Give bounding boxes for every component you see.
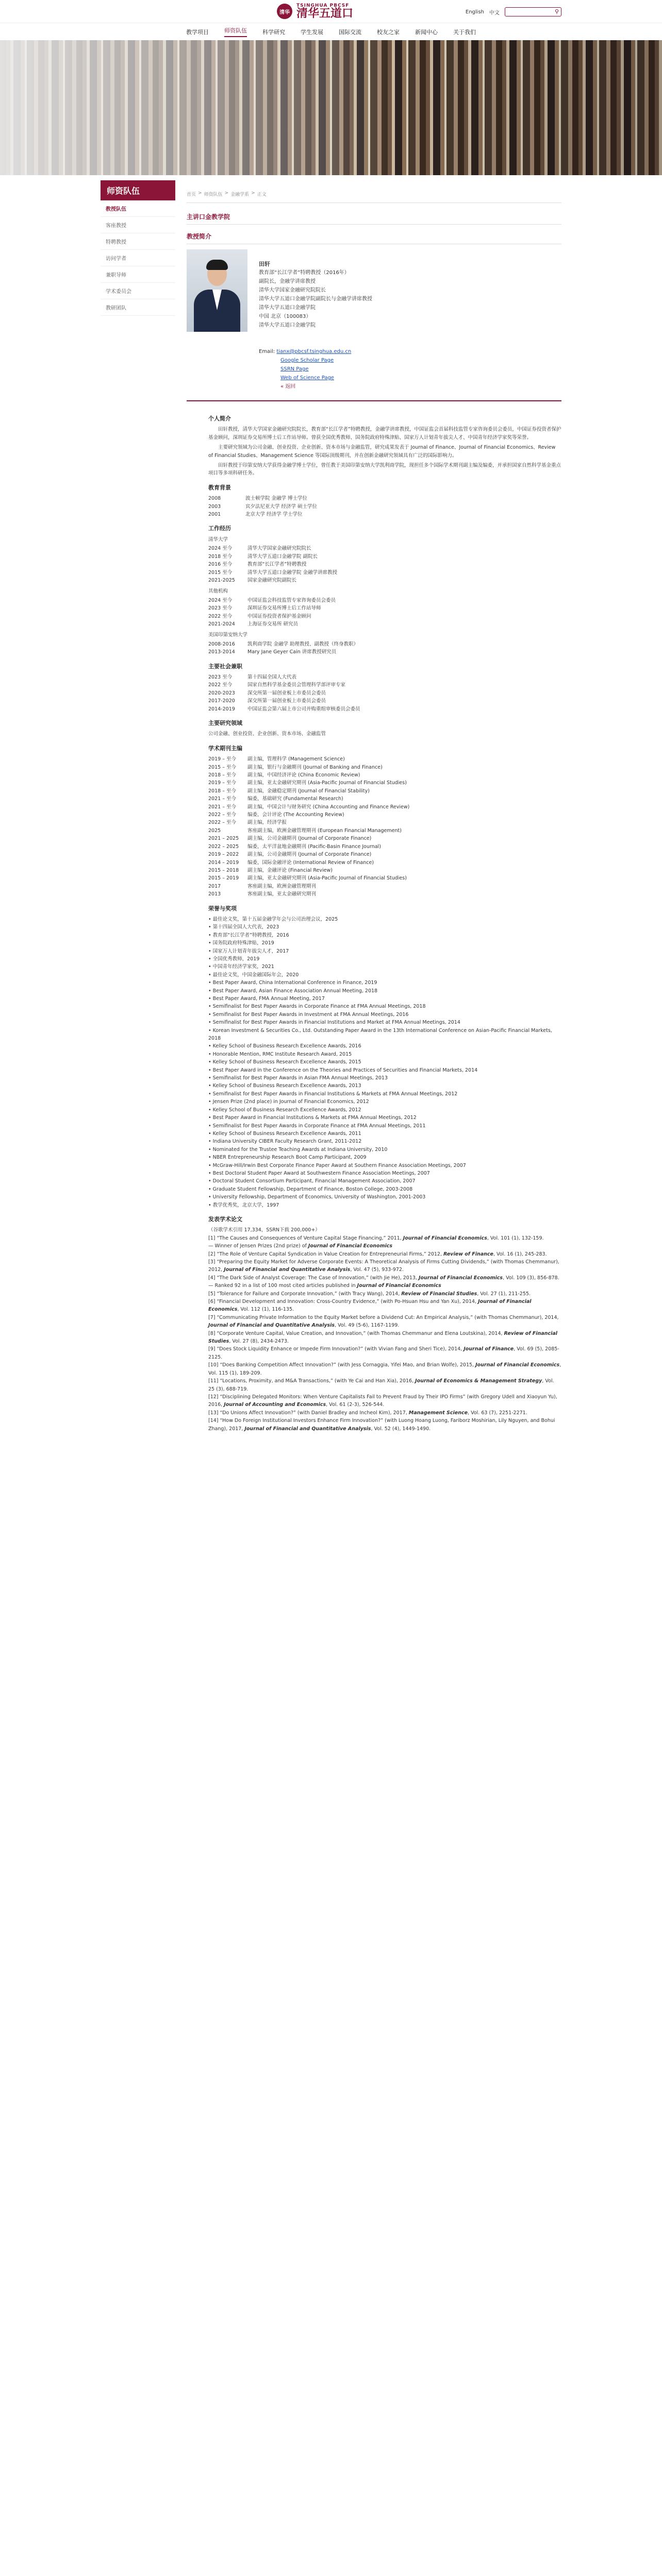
sidebar-title: 师资队伍 <box>101 180 175 200</box>
list-item: • Indiana University CIBER Faculty Research Grant, 2011-2012 <box>208 1138 561 1145</box>
row-date: 2013-2014 <box>208 649 235 655</box>
publication-item: [12] “Disciplining Delegated Monitors: When Venture Capitalists Fail to Prevent Fraud by Their IPO Firms” (with Gregory Udell and Xiaoyun Yu), 2016, Journal of Accounting and Economics, Vol. 61 (2-3), 526-544. <box>208 1394 557 1408</box>
profile-line: 清华大学五道口金融学院 <box>259 305 316 311</box>
table-row <box>208 851 561 858</box>
table-row <box>208 890 561 898</box>
list-item: • 中国青年经济学家奖，2021 <box>208 963 561 971</box>
profile-detail <box>187 400 561 1433</box>
editor-list <box>208 755 561 898</box>
list-item: • Semifinalist for Best Paper Awards in Financial Institutions & Markets at FMA Annual Meetings, 2012 <box>208 1090 561 1098</box>
publication-item: [2] “The Role of Venture Capital Syndication in Value Creation for Entrepreneurial Firms,” 2012, Review of Finance, Vol. 16 (1), 245-283. <box>208 1251 547 1257</box>
publication-item: [9] “Does Stock Liquidity Enhance or Impede Firm Innovation?” (with Vivian Fang and Sheri Tice), 2014, Journal of Finance, Vol. 69 (5), 2085-2125. <box>208 1346 559 1360</box>
list-item: • Semifinalist for Best Paper Awards in Asian FMA Annual Meetings, 2013 <box>208 1074 561 1082</box>
table-row <box>208 859 561 867</box>
sidebar-item[interactable]: 访问学者 <box>101 250 175 266</box>
table-row <box>208 764 561 771</box>
main-content <box>187 185 561 1433</box>
row-text: 深交所第一届创业板上市委员会委员 <box>247 690 326 696</box>
list-item: • Doctoral Student Consortium Participant, Financial Management Association, 2007 <box>208 1177 561 1185</box>
list-item: • Graduate Student Fellowship, Department of Finance, Boston College, 2003-2008 <box>208 1185 561 1193</box>
row-date: 2001 <box>208 512 221 518</box>
row-date: 2022 – 至今 <box>208 820 236 826</box>
row-date: 2015 – 2018 <box>208 867 239 873</box>
row-date: 2025 <box>208 827 221 834</box>
table-row <box>208 495 561 502</box>
row-date: 2024 至今 <box>208 597 233 603</box>
table-row <box>208 795 561 803</box>
publication-item: [1] “The Causes and Consequences of Venture Capital Stage Financing,” 2011, Journal of Financial Economics, Vol. 101 (1), 132-159. <box>208 1235 544 1241</box>
row-text: 副主编，经济学报 <box>247 820 287 826</box>
row-date: 2021-2024 <box>208 621 235 627</box>
pub-heading: 发表学术论文 <box>208 1215 242 1223</box>
publication-item: — Winner of Jensen Prizes (2nd prize) of Journal of Financial Economics <box>208 1243 393 1249</box>
table-row <box>208 835 561 842</box>
row-text: 国家自然科学基金委员会管理科学部评审专家 <box>247 682 346 688</box>
crumb-sep: > <box>224 191 229 196</box>
intro-heading: 个人简介 <box>208 415 231 422</box>
sidebar-item[interactable]: 教授队伍 <box>101 200 175 217</box>
row-text: 客座副主编，亚太金融研究期刊 <box>247 891 317 897</box>
lang-chinese[interactable]: 中文 <box>489 10 500 16</box>
top-bar <box>0 0 662 23</box>
profile-card <box>187 249 561 391</box>
sidebar-item[interactable]: 教研团队 <box>101 299 175 316</box>
row-date: 2018 至今 <box>208 553 233 560</box>
table-row <box>208 755 561 763</box>
list-item: • Semifinalist for Best Paper Awards in Investment at FMA Annual Meetings, 2016 <box>208 1011 561 1019</box>
publication-item: [6] “Financial Development and Innovation: Cross-Country Evidence,” (with Po-Hsuan Hsu and Yan Xu), 2014, Journal of Financial Economics, Vol. 112 (1), 116-135. <box>208 1299 532 1313</box>
table-row <box>208 827 561 835</box>
edu-heading: 教育背景 <box>208 484 231 491</box>
crumb-item[interactable]: 师资队伍 <box>204 192 223 197</box>
list-item: • NBER Entrepreneurship Research Boot Camp Participant, 2009 <box>208 1154 561 1161</box>
table-row <box>208 819 561 826</box>
list-item: • Korean Investment & Securities Co., Ltd. Outstanding Paper Award in the 13th International Conference on Asian-Pacific Financial Markets, 2018 <box>208 1027 561 1043</box>
list-item: • Nominated for the Trustee Teaching Awards at Indiana University, 2010 <box>208 1146 561 1154</box>
row-text: 国家金融研究院副院长 <box>247 577 297 583</box>
work-list <box>208 640 561 656</box>
row-text: 副主编，管理科学 (Management Science) <box>247 756 345 762</box>
list-item: • Jensen Prize (2nd place) in Journal of Financial Economics, 2012 <box>208 1098 561 1106</box>
edu-list <box>208 495 561 518</box>
list-item: • 教学优秀奖，北京大学，1997 <box>208 1201 561 1209</box>
row-date: 2019 – 至今 <box>208 756 236 762</box>
nav-item[interactable]: 校友之家 <box>377 28 400 36</box>
intro-paragraph: 田轩教授于印第安纳大学获得金融学博士学位，曾任教于美国印第安纳大学凯利商学院，现担任多个国际学术期刊副主编及编委，并承担国家自然科学基金重点项目等多项科研任务。 <box>208 463 561 477</box>
row-text: 编委，会计评论 (The Accounting Review) <box>247 812 344 818</box>
publication-item: — Ranked 92 in a list of 100 most cited articles published in Journal of Financial Economics <box>208 1283 441 1289</box>
editor-heading: 学术期刊主编 <box>208 744 242 752</box>
sidebar-item[interactable]: 兼职导师 <box>101 266 175 283</box>
row-text: 中国证监会科技监管专家咨询委员会委员 <box>247 597 336 603</box>
list-item: • McGraw-Hill/Irwin Best Corporate Finance Paper Award at Southern Finance Association Meetings, 2007 <box>208 1162 561 1170</box>
table-row <box>208 545 561 552</box>
profile-line: 清华大学国家金融研究院院长 <box>259 287 326 293</box>
row-date: 2021-2025 <box>208 577 235 583</box>
row-text: 第十四届全国人大代表 <box>247 674 297 680</box>
nav-item-faculty[interactable]: 师资队伍 <box>224 26 247 37</box>
row-text: 清华大学五道口金融学院 金融学讲席教授 <box>247 569 338 575</box>
work-sub: 清华大学 <box>208 536 228 543</box>
publication-item: [11] “Locations, Proximity, and M&A Transactions,” (with Ye Cai and Han Xia), 2016, Journal of Economics & Management Strategy, Vol. 25 (3), 688-719. <box>208 1378 554 1392</box>
row-text: 副主编，金融评论 (Financial Review) <box>247 867 333 873</box>
row-text: 中国证监会第六届上市公司并购重组审核委员会委员 <box>247 706 360 712</box>
list-item: • Best Paper Award in the Conference on the Theories and Practices of Securities and Financial Markets, 2014 <box>208 1066 561 1074</box>
list-item: • Best Paper Award, China International Conference in Finance, 2019 <box>208 979 561 987</box>
nav-item[interactable]: 科学研究 <box>262 28 285 36</box>
profile-line: 清华大学五道口金融学院 <box>259 323 316 328</box>
nav-item[interactable]: 教学项目 <box>186 28 209 36</box>
table-row <box>208 705 561 713</box>
table-row <box>208 867 561 874</box>
intro-paragraph: 田轩教授，清华大学国家金融研究院院长，教育部“长江学者”特聘教授，金融学讲席教授，中国证监会首届科技监管专家咨询委员会委员，中国证券投资者保护基金顾问，深圳证券交易所博士后工作站导师。曾获全国优秀教师、国务院政府特殊津贴、国家万人计划青年拔尖人才、中国青年经济学家奖等荣誉。 <box>208 427 561 440</box>
row-text: 凯利商学院 金融学 助理教授、副教授（终身教职） <box>247 641 359 647</box>
row-text: 副主编，金融稳定期刊 (Journal of Financial Stability) <box>247 788 370 794</box>
row-text: 副主编，公司金融期刊 (Journal of Corporate Finance) <box>247 836 372 842</box>
profile-name: 田轩 <box>259 261 270 267</box>
table-row <box>208 511 561 518</box>
row-text: 教育部“长江学者”特聘教授 <box>247 562 307 568</box>
ssrn-link[interactable]: SSRN Page <box>280 366 309 372</box>
award-list <box>208 916 561 1209</box>
list-item: • Semifinalist for Best Paper Awards in Corporate Finance at FMA Annual Meetings, 2018 <box>208 1003 561 1010</box>
table-row <box>208 803 561 811</box>
intro-paragraph: 主要研究领域为公司金融、创业投资、企业创新、资本市场与金融监管，研究成果发表于 Journal of Finance、Journal of Financial Economics、Review of Financial Studies、Management Science 等国际顶级期刊，并在创新金融研究领域具有广泛的国际影响力。 <box>208 445 556 459</box>
field-heading: 主要研究领域 <box>208 720 242 726</box>
list-item: • 教育部“长江学者”特聘教授，2016 <box>208 931 561 939</box>
publication-item: [3] “Preparing the Equity Market for Adverse Corporate Events: A Theoretical Analysis of Firms Cutting Dividends,” (with Thomas Chemmanur), 2012, Journal of Financial and Quantitative Analysis, Vol. 47 (5), 933-972. <box>208 1259 559 1273</box>
table-row <box>208 779 561 787</box>
sidebar-item[interactable]: 学术委员会 <box>101 283 175 299</box>
tsinghua-seal-icon: 清华 <box>277 4 292 19</box>
row-date: 2014 – 2019 <box>208 859 239 866</box>
pub-note: （谷歌学术引用 17,334，SSRN下载 200,000+） <box>208 1227 320 1233</box>
row-date: 2021 – 至今 <box>208 796 236 802</box>
back-link[interactable]: « 返回 <box>280 384 296 389</box>
table-row <box>208 689 561 697</box>
profile-line: 清华大学五道口金融学院副院长与金融学讲席教授 <box>259 296 372 302</box>
profile-line: 副院长，金融学讲席教授 <box>259 279 316 284</box>
profile-title: 教授简介 <box>187 232 561 244</box>
profile-line: 教育部“长江学者”特聘教授（2016年） <box>259 270 350 276</box>
table-row <box>208 577 561 584</box>
publication-item: [14] “How Do Foreign Institutional Investors Enhance Firm Innovation?” (with Luong Hoang Luong, Fariborz Moshirian, Lily Nguyen, and Bohui Zhang), 2017, Journal of Financial and Quantitative Analysis, Vol. 52 (4), 1449-1490. <box>208 1418 555 1432</box>
row-date: 2017-2020 <box>208 698 235 704</box>
sidebar <box>101 185 175 1433</box>
list-item: • 第十四届全国人大代表，2023 <box>208 923 561 931</box>
row-date: 2022 – 至今 <box>208 812 236 818</box>
work-list <box>208 597 561 629</box>
list-item: • Best Paper Award, FMA Annual Meeting, 2017 <box>208 995 561 1003</box>
row-text: 北京大学 经济学 学士学位 <box>245 512 303 518</box>
table-row <box>208 613 561 620</box>
table-row <box>208 640 561 648</box>
crumb-sep: > <box>198 191 202 196</box>
list-item: • Honorable Mention, RMC Institute Research Award, 2015 <box>208 1050 561 1058</box>
nav-item[interactable]: 新闻中心 <box>415 28 438 36</box>
table-row <box>208 811 561 819</box>
list-item: • 全国优秀教师，2019 <box>208 955 561 963</box>
row-date: 2016 至今 <box>208 562 233 568</box>
publication-item: [4] “The Dark Side of Analyst Coverage: The Case of Innovation,” (with Jie He), 2013, Journal of Financial Economics, Vol. 109 (3), 856-878. <box>208 1275 559 1281</box>
row-text: 宾夕法尼亚大学 经济学 硕士学位 <box>245 503 318 510</box>
row-date: 2015 – 至今 <box>208 764 236 770</box>
row-date: 2021 – 2025 <box>208 836 239 842</box>
crumb-home[interactable]: 首页 <box>187 192 196 197</box>
google-scholar-link[interactable]: Google Scholar Page <box>280 358 334 363</box>
list-item: • 国家万人计划青年拔尖人才，2017 <box>208 947 561 955</box>
table-row <box>208 874 561 882</box>
list-item: • Kelley School of Business Research Excellence Awards, 2016 <box>208 1042 561 1050</box>
list-item: • 国务院政府特殊津贴，2019 <box>208 939 561 947</box>
row-date: 2021 – 至今 <box>208 804 236 810</box>
table-row <box>208 771 561 779</box>
table-row <box>208 843 561 851</box>
crumb-current: 正文 <box>257 192 267 197</box>
row-text: 清华大学国家金融研究院院长 <box>247 546 311 552</box>
row-date: 2019 – 2022 <box>208 852 239 858</box>
table-row <box>208 787 561 795</box>
logo-en: TSINGHUA PBCSF <box>296 3 350 8</box>
work-sub: 其他机构 <box>208 588 228 595</box>
row-text: 中国证券投资者保护基金顾问 <box>247 613 311 619</box>
nav-item[interactable]: 关于我们 <box>453 28 476 36</box>
row-date: 2022 至今 <box>208 613 233 619</box>
breadcrumb <box>187 185 561 203</box>
hero-banner-image <box>0 40 662 175</box>
row-text: 客座副主编，欧洲金融管理期刊 <box>247 883 317 889</box>
row-text: 副主编，银行与金融期刊 (Journal of Banking and Finance) <box>247 764 383 770</box>
row-date: 2015 至今 <box>208 569 233 575</box>
row-text: 深圳证券交易所博士后工作站导师 <box>247 605 321 612</box>
table-row <box>208 883 561 890</box>
row-text: 副主编，中国会计与财务研究 (China Accounting and Finance Review) <box>247 804 410 810</box>
publication-item: [13] “Do Unions Affect Innovation?” (with Daniel Bradley and Incheol Kim), 2017, Management Science, Vol. 63 (7), 2251-2271. <box>208 1410 527 1416</box>
row-text: 上海证券交易所 研究员 <box>247 621 299 627</box>
publication-item: [10] “Does Banking Competition Affect Innovation?” (with Jess Cornaggia, Yifei Mao, and Brian Wolfe), 2015, Journal of Financial Economics, Vol. 115 (1), 189-209. <box>208 1362 561 1376</box>
award-heading: 荣誉与奖项 <box>208 905 237 912</box>
search-icon[interactable]: ⚲ <box>554 8 559 15</box>
section-title: 主讲口金教学院 <box>187 212 561 225</box>
table-row <box>208 604 561 612</box>
work-sub: 美国印第安纳大学 <box>208 632 248 638</box>
row-date: 2017 <box>208 883 221 889</box>
table-row <box>208 648 561 656</box>
list-item: • Kelley School of Business Research Excellence Awards, 2015 <box>208 1058 561 1066</box>
row-text: 编委，太平洋盆地金融期刊 (Pacific-Basin Finance Journal) <box>247 843 381 850</box>
row-date: 2020-2023 <box>208 690 235 696</box>
portrait-photo <box>187 249 247 332</box>
row-date: 2018 – 至今 <box>208 788 236 794</box>
list-item: • 最佳论文奖，第十五届金融学年会与公司治理会议，2025 <box>208 916 561 923</box>
row-text: 副主编，亚太金融研究期刊 (Asia-Pacific Journal of Financial Studies) <box>247 780 407 786</box>
site-logo[interactable] <box>277 4 353 20</box>
list-item: • Kelley School of Business Research Excellence Awards, 2011 <box>208 1130 561 1138</box>
field-text: 公司金融、创业投资、企业创新、资本市场、金融监管 <box>208 731 326 737</box>
list-item: • Semifinalist for Best Paper Awards in Financial Institutions and Market at FMA Annual Meetings, 2014 <box>208 1019 561 1026</box>
table-row <box>208 620 561 628</box>
table-row <box>208 597 561 604</box>
row-date: 2024 至今 <box>208 546 233 552</box>
list-item: • 最佳论文奖，中国金融国际年会，2020 <box>208 971 561 979</box>
web-of-science-link[interactable]: Web of Science Page <box>280 375 334 381</box>
publication-item: [7] “Communicating Private Information to the Equity Market before a Dividend Cut: An Empirical Analysis,” (with Thomas Chemmanur), 2014, Journal of Financial and Quantitative Analysis, Vol. 49 (5-6), 1167-1199. <box>208 1314 559 1329</box>
main-nav <box>0 23 662 40</box>
row-date: 2013 <box>208 891 221 897</box>
list-item: • Best Paper Award in Financial Institutions & Markets at FMA Annual Meetings, 2012 <box>208 1114 561 1122</box>
list-item: • Kelley School of Business Research Excellence Awards, 2012 <box>208 1106 561 1114</box>
table-row <box>208 553 561 561</box>
list-item: • Kelley School of Business Research Excellence Awards, 2013 <box>208 1082 561 1090</box>
row-text: 深交所第一届创业板上市委员会委员 <box>247 698 326 704</box>
row-text: Mary Jane Geyer Cain 讲席教授研究员 <box>247 649 337 655</box>
row-date: 2022 至今 <box>208 682 233 688</box>
row-text: 副主编，亚太金融研究期刊 (Asia-Pacific Journal of Financial Studies) <box>247 875 407 882</box>
pub-list <box>208 1234 561 1433</box>
list-item: • Best Doctoral Student Paper Award at Southwestern Finance Association Meetings, 2007 <box>208 1170 561 1177</box>
row-date: 2008-2016 <box>208 641 235 647</box>
publication-item: [8] “Corporate Venture Capital, Value Creation, and Innovation,” (with Thomas Chemmanur and Elena Loutskina), 2014, Review of Financial Studies, Vol. 27 (8), 2434-2473. <box>208 1330 557 1345</box>
table-row <box>208 503 561 511</box>
row-date: 2014-2019 <box>208 706 235 712</box>
row-text: 副主编，公司金融期刊 (Journal of Corporate Finance) <box>247 852 372 858</box>
sidebar-item[interactable]: 特聘教授 <box>101 233 175 250</box>
logo-cn: 清华五道口 <box>296 7 354 20</box>
nav-item[interactable]: 国际交流 <box>339 28 361 36</box>
profile-line: 中国 北京（100083） <box>259 314 311 319</box>
publication-item: [5] “Tolerance for Failure and Corporate Innovation,” (with Tracy Wang), 2014, Review of Financial Studies, Vol. 27 (1), 211-255. <box>208 1291 531 1297</box>
list-item: • Best Paper Award, Asian Finance Association Annual Meeting, 2018 <box>208 987 561 995</box>
row-text: 编委，国际金融评论 (International Review of Finance) <box>247 859 374 866</box>
table-row <box>208 561 561 568</box>
row-date: 2008 <box>208 496 221 502</box>
svc-list <box>208 673 561 713</box>
row-date: 2018 – 至今 <box>208 772 236 778</box>
lang-switch <box>466 7 561 16</box>
table-row <box>208 697 561 705</box>
row-text: 波士顿学院 金融学 博士学位 <box>245 496 308 502</box>
table-row <box>208 681 561 689</box>
list-item: • University Fellowship, Department of Economics, University of Washington, 2001-2003 <box>208 1193 561 1201</box>
table-row <box>208 673 561 681</box>
row-date: 2023 至今 <box>208 674 233 680</box>
crumb-sep: > <box>251 191 255 196</box>
row-date: 2015 – 2019 <box>208 875 239 882</box>
nav-item[interactable]: 学生发展 <box>301 28 323 36</box>
row-date: 2019 – 至今 <box>208 780 236 786</box>
row-date: 2003 <box>208 503 221 510</box>
row-text: 副主编，中国经济评论 (China Economic Review) <box>247 772 360 778</box>
svc-heading: 主要社会兼职 <box>208 663 242 670</box>
search-input[interactable] <box>505 7 561 16</box>
email-label: Email: <box>259 349 275 354</box>
table-row <box>208 569 561 577</box>
row-text: 清华大学五道口金融学院 副院长 <box>247 553 318 560</box>
list-item: • Semifinalist for Best Paper Awards in Corporate Finance at FMA Annual Meetings, 2011 <box>208 1122 561 1130</box>
sidebar-item[interactable]: 客座教授 <box>101 217 175 233</box>
row-date: 2023 至今 <box>208 605 233 612</box>
row-date: 2022 – 2025 <box>208 843 239 850</box>
lang-english[interactable]: English <box>465 9 484 15</box>
email-link[interactable]: tianx@pbcsf.tsinghua.edu.cn <box>276 349 352 354</box>
row-text: 客座副主编，欧洲金融管理期刊 (European Financial Management) <box>247 827 402 834</box>
crumb-item[interactable]: 金融学系 <box>230 192 250 197</box>
work-list <box>208 545 561 584</box>
work-heading: 工作经历 <box>208 525 231 532</box>
row-text: 编委，基础研究 (Fundamental Research) <box>247 796 343 802</box>
